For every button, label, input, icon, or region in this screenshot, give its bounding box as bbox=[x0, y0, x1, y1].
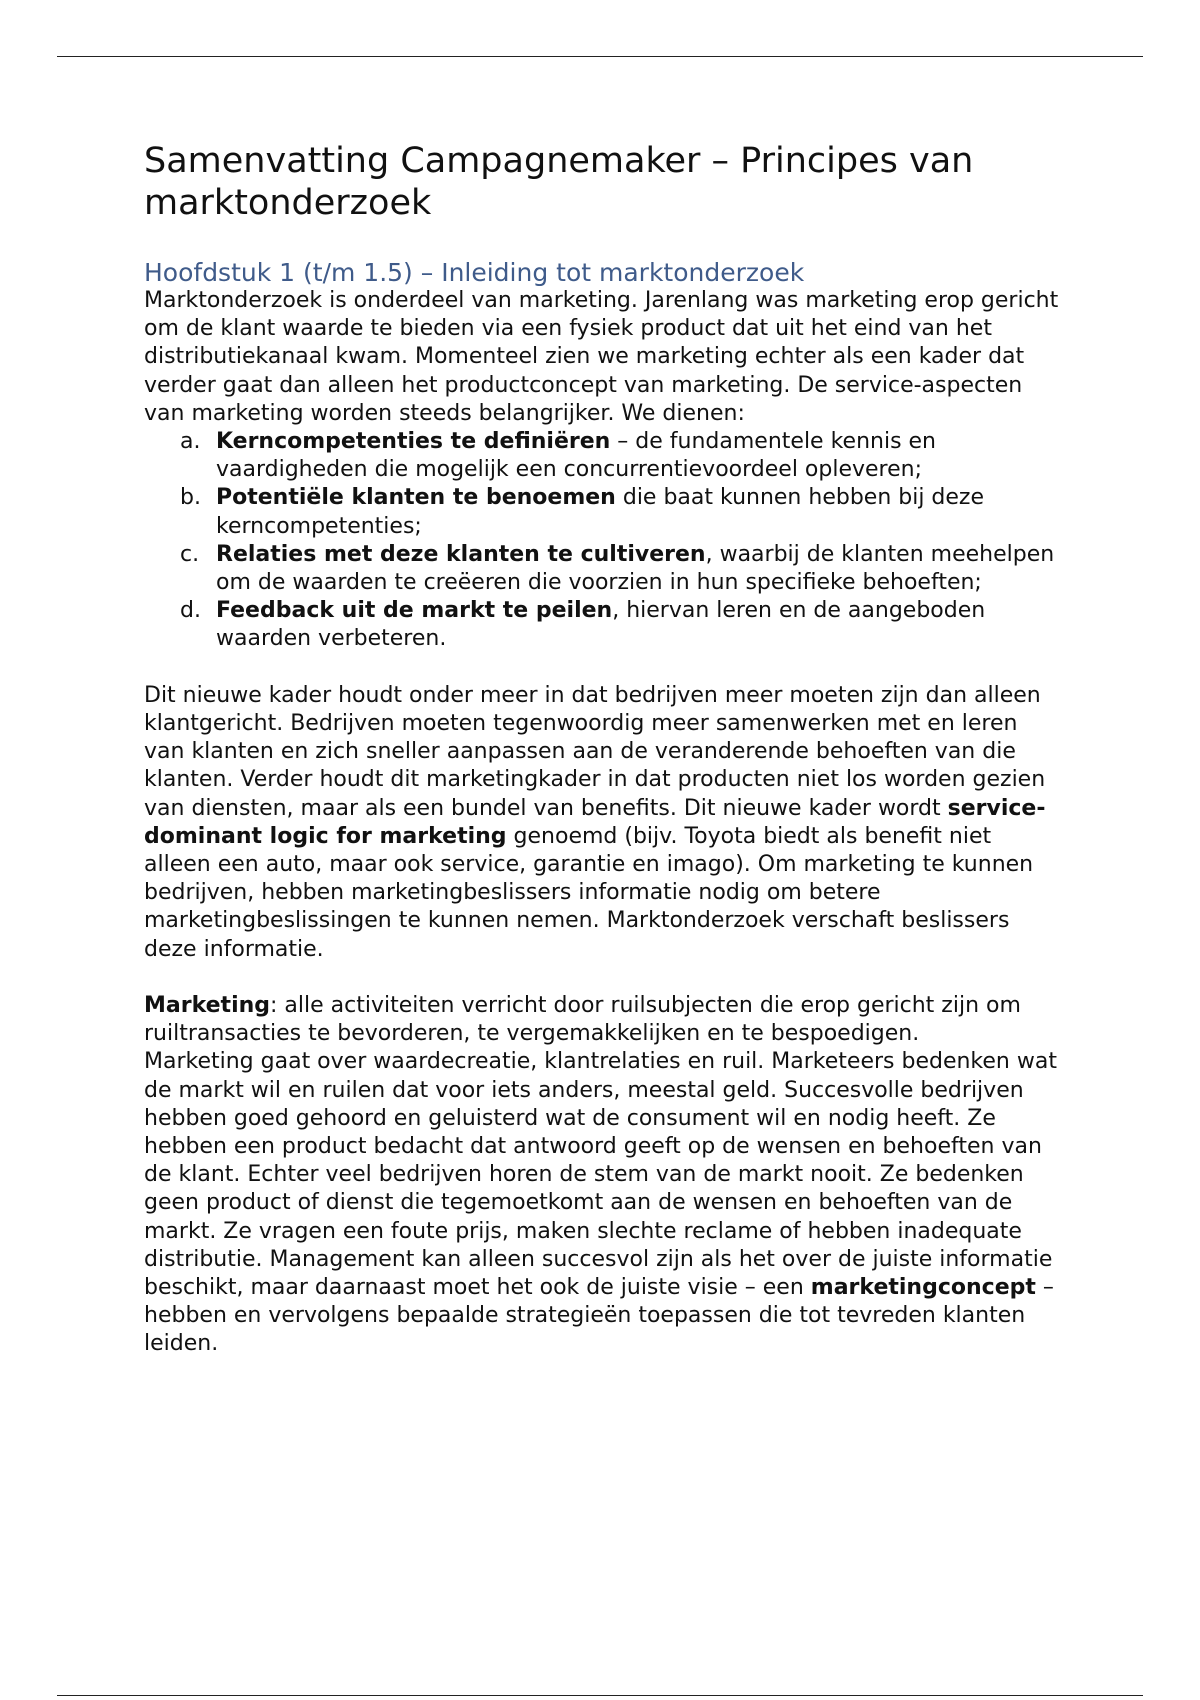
framework-term: service-dominant logic for marketing bbox=[144, 795, 1046, 849]
framework-text-after: genoemd (bijv. Toyota biedt als benefit niet alleen een auto, maar ook service, garantie en imago). Om marketing te kunnen bedrijven, hebben marketingbeslissers informatie nodig om betere marketingbeslissingen te kunnen nemen. Marktonderzoek verschaft beslissers deze informatie. bbox=[144, 823, 1034, 962]
document-body bbox=[144, 140, 1064, 1359]
definition-term: Marketing bbox=[144, 993, 271, 1019]
marketing-concept-term: marketingconcept bbox=[810, 1275, 1036, 1301]
marketing-definition bbox=[144, 992, 1064, 1048]
list-item bbox=[144, 541, 1064, 597]
marketing-text-before: Marketing gaat over waardecreatie, klantrelaties en ruil. Marketeers bedenken wat de markt wil en ruilen dat voor iets anders, meestal geld. Succesvolle bedrijven hebben goed gehoord en geluisterd wat de consument wil en nodig heeft. Ze hebben een product bedacht dat antwoord geeft op de wensen en behoeften van de klant. Echter veel bedrijven horen de stem van de markt nooit. Ze bedenken geen product of dienst die tegemoetkomt aan de wensen en behoeften van de markt. Ze vragen een foute prijs, maken slechte reclame of hebben inadequate distributie. Management kan alleen succesvol zijn als het over de juiste informatie beschikt, maar daarnaast moet het ook de juiste visie – een bbox=[144, 1049, 1057, 1301]
framework-text-before: Dit nieuwe kader houdt onder meer in dat bedrijven meer moeten zijn dan alleen klantgericht. Bedrijven moeten tegenwoordig meer samenwerken met en leren van klanten en zich sneller aanpassen aan de veranderende behoeften van die klanten. Verder houdt dit marketingkader in dat producten niet los worden gezien van diensten, maar als een bundel van benefits. Dit nieuwe kader wordt bbox=[144, 682, 1046, 821]
list-item-text: , hiervan leren en de aangeboden waarden verbeteren. bbox=[216, 598, 986, 652]
list-item bbox=[144, 597, 1064, 653]
chapter-heading: Hoofdstuk 1 (t/m 1.5) – Inleiding tot marktonderzoek bbox=[144, 258, 805, 287]
service-list bbox=[144, 428, 1064, 654]
list-marker: c. bbox=[180, 541, 200, 567]
list-marker: d. bbox=[180, 598, 201, 624]
list-item-term: Kerncompetenties te definiëren bbox=[216, 429, 611, 455]
intro-paragraph: Marktonderzoek is onderdeel van marketing. Jarenlang was marketing erop gericht om de klant waarde te bieden via een fysiek product dat uit het eind van het distributiekanaal kwam. Momenteel zien we marketing echter als een kader dat verder gaat dan alleen het productconcept van marketing. De service-aspecten van marketing worden steeds belangrijker. We dienen: bbox=[144, 288, 1059, 426]
list-item-term: Feedback uit de markt te peilen bbox=[216, 598, 613, 624]
list-item-text: , waarbij de klanten meehelpen om de waarden te creëeren die voorzien in hun specifieke behoeften; bbox=[216, 541, 1055, 596]
list-item-term: Relaties met deze klanten te cultiveren bbox=[216, 541, 706, 567]
list-item bbox=[144, 484, 1064, 540]
definition-text: : alle activiteiten verricht door ruilsubjecten die erop gericht zijn om ruiltransacties te bevorderen, te vergemakkelijken en te bespoedigen. bbox=[144, 993, 1021, 1047]
top-rule bbox=[57, 56, 1143, 57]
list-marker: b. bbox=[180, 485, 201, 511]
paragraph-spacer bbox=[144, 964, 1064, 992]
paragraph-spacer bbox=[144, 654, 1064, 682]
marketing-text-after: – hebben en vervolgens bepaalde strategieën toepassen die tot tevreden klanten leiden. bbox=[144, 1275, 1054, 1357]
list-item-text: die baat kunnen hebben bij deze kerncompetenties; bbox=[216, 485, 985, 539]
list-item bbox=[144, 428, 1064, 484]
list-item-text: – de fundamentele kennis en vaardigheden die mogelijk een concurrentievoordeel opleveren; bbox=[216, 429, 937, 483]
bottom-rule bbox=[57, 1695, 1143, 1696]
document-title: Samenvatting Campagnemaker – Principes van marktonderzoek bbox=[144, 141, 974, 223]
list-item-term: Potentiële klanten te benoemen bbox=[216, 485, 616, 511]
framework-paragraph bbox=[144, 682, 1064, 964]
marketing-paragraph bbox=[144, 1048, 1064, 1358]
list-marker: a. bbox=[180, 429, 201, 455]
